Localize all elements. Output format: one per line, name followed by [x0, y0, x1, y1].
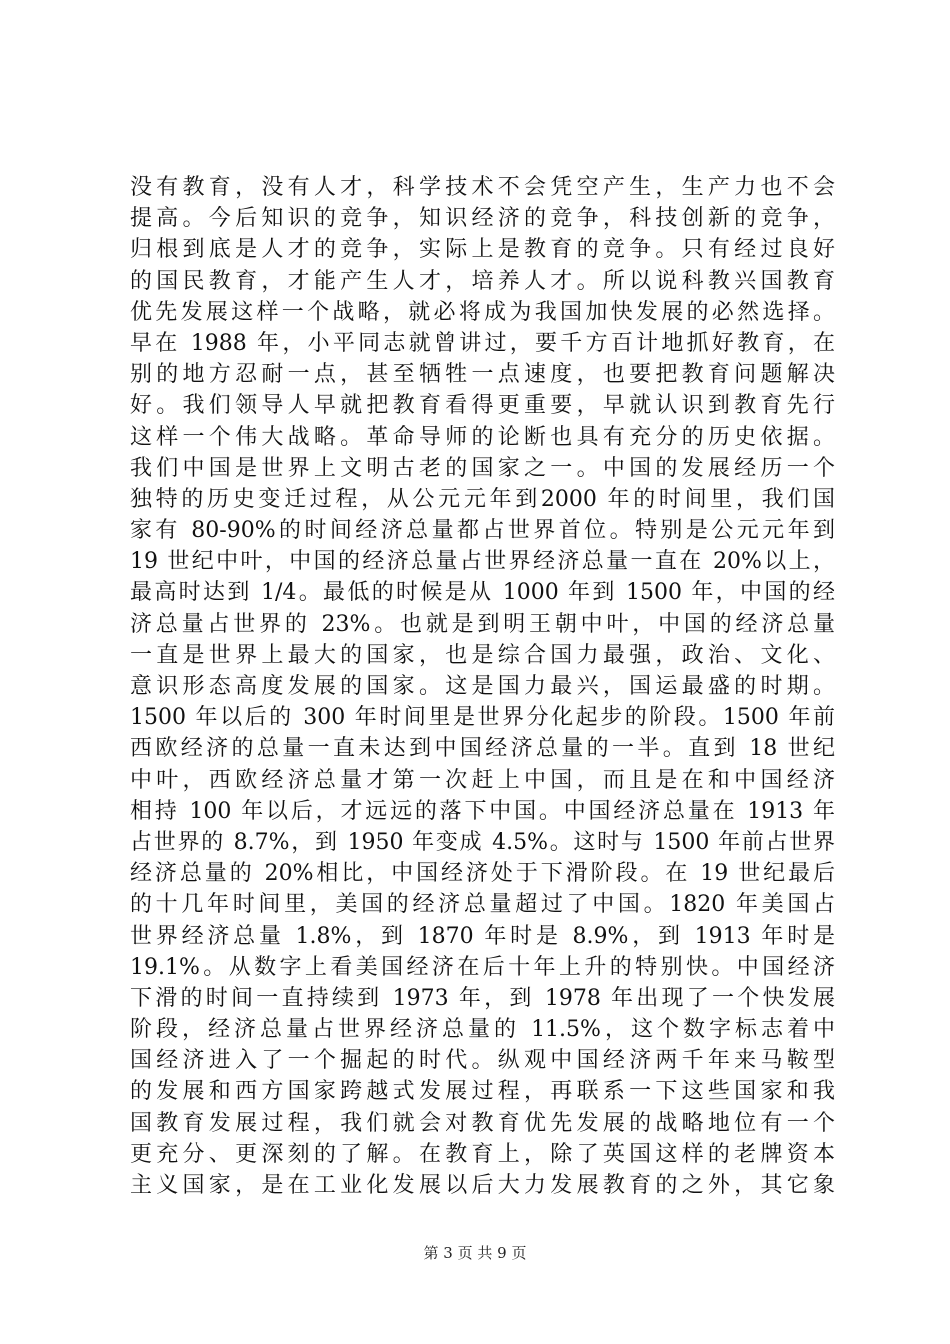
- text-line: 没有教育，没有人才，科学技术不会凭空产生，生产力也不会: [130, 175, 835, 200]
- text-line: 早在 1988 年，小平同志就曾讲过，要千方百计地抓好教育，在: [130, 330, 835, 356]
- text-line: 一直是世界上最大的国家，也是综合国力最强，政治、文化、: [130, 642, 835, 668]
- text-line: 家有 80-90%的时间经济总量都占世界首位。特别是公元元年到: [130, 518, 835, 544]
- text-line: 主义国家，是在工业化发展以后大力发展教育的之外，其它象: [130, 1173, 835, 1198]
- text-line: 的国民教育，才能产生人才，培养人才。所以说科教兴国教育: [130, 268, 835, 294]
- text-line: 这样一个伟大战略。革命导师的论断也具有充分的历史依据。: [130, 424, 835, 450]
- text-line: 阶段，经济总量占世界经济总量的 11.5%，这个数字标志着中: [130, 1017, 835, 1043]
- text-line: 1500 年以后的 300 年时间里是世界分化起步的阶段。1500 年前: [130, 705, 835, 731]
- text-line: 最高时达到 1/4。最低的时候是从 1000 年到 1500 年，中国的经: [130, 580, 835, 606]
- text-line: 的发展和西方国家跨越式发展过程，再联系一下这些国家和我: [130, 1079, 835, 1105]
- body-text: [130, 172, 835, 1201]
- text-line: 意识形态高度发展的国家。这是国力最兴，国运最盛的时期。: [130, 674, 835, 699]
- text-line: 优先发展这样一个战略，就必将成为我国加快发展的必然选择。: [130, 299, 835, 325]
- text-line: 下滑的时间一直持续到 1973 年，到 1978 年出现了一个快发展: [130, 985, 835, 1011]
- text-line: 19.1%。从数字上看美国经济在后十年上升的特别快。中国经济: [130, 954, 835, 980]
- text-line: 好。我们领导人早就把教育看得更重要，早就认识到教育先行: [130, 393, 835, 419]
- text-line: 经济总量的 20%相比，中国经济处于下滑阶段。在 19 世纪最后: [130, 861, 835, 887]
- text-line: 独特的历史变迁过程，从公元元年到2000 年的时间里，我们国: [130, 486, 835, 512]
- text-line: 相持 100 年以后，才远远的落下中国。中国经济总量在 1913 年: [130, 798, 835, 824]
- text-line: 我们中国是世界上文明古老的国家之一。中国的发展经历一个: [130, 455, 835, 481]
- text-line: 别的地方忍耐一点，甚至牺牲一点速度，也要把教育问题解决: [130, 362, 835, 388]
- text-line: 的十几年时间里，美国的经济总量超过了中国。1820 年美国占: [130, 892, 835, 918]
- text-line: 占世界的 8.7%，到 1950 年变成 4.5%。这时与 1500 年前占世界: [130, 829, 835, 855]
- text-line: 国教育发展过程，我们就会对教育优先发展的战略地位有一个: [130, 1110, 835, 1136]
- text-line: 世界经济总量 1.8%，到 1870 年时是 8.9%，到 1913 年时是: [130, 923, 835, 949]
- text-line: 提高。今后知识的竞争，知识经济的竞争，科技创新的竞争，: [130, 206, 835, 232]
- text-line: 西欧经济的总量一直未达到中国经济总量的一半。直到 18 世纪: [130, 736, 835, 762]
- text-line: 19 世纪中叶，中国的经济总量占世界经济总量一直在 20%以上，: [130, 549, 835, 575]
- text-line: 国经济进入了一个掘起的时代。纵观中国经济两千年来马鞍型: [130, 1048, 835, 1074]
- text-line: 济总量占世界的 23%。也就是到明王朝中叶，中国的经济总量: [130, 611, 835, 637]
- page-footer: 第 3 页 共 9 页: [423, 1244, 527, 1262]
- text-line: 中叶，西欧经济总量才第一次赶上中国，而且是在和中国经济: [130, 767, 835, 793]
- text-line: 更充分、更深刻的了解。在教育上，除了英国这样的老牌资本: [130, 1141, 835, 1167]
- text-line: 归根到底是人才的竞争，实际上是教育的竞争。只有经过良好: [130, 237, 835, 263]
